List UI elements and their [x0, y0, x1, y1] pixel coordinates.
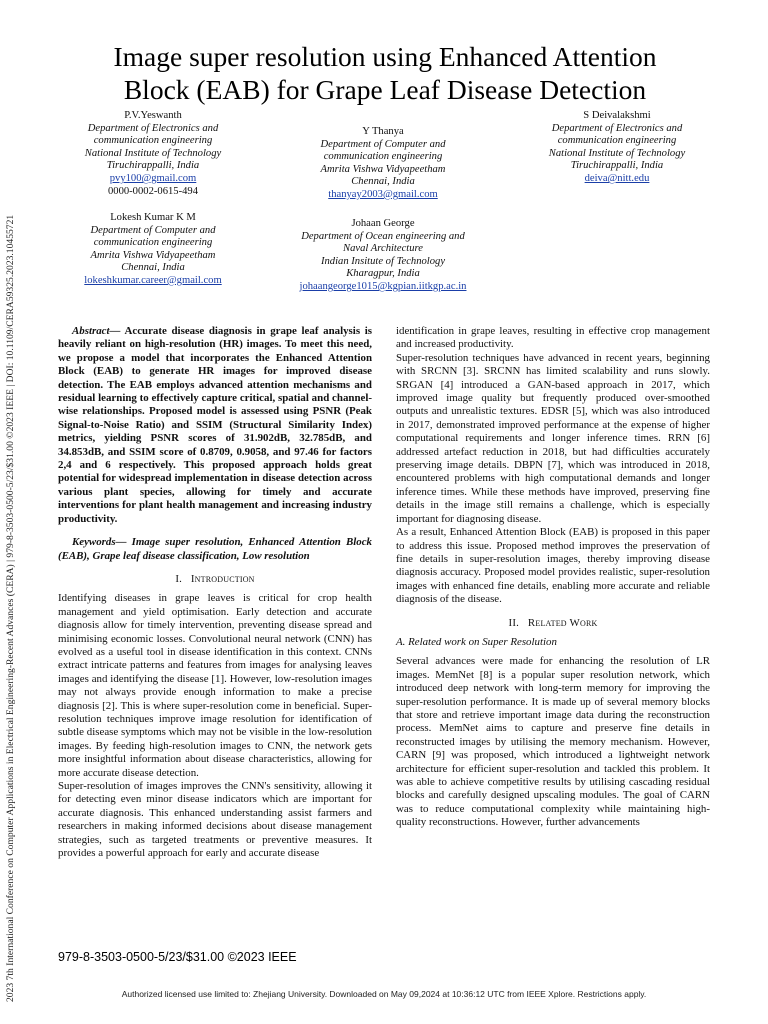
author-affiliation-line: Tiruchirappalli, India — [570, 160, 664, 172]
paper-title — [40, 40, 730, 106]
intro-paragraph-3: identification in grape leaves, resulting in effective crop management and increased productivity. — [396, 325, 710, 351]
author-affiliation-line: Chennai, India — [121, 262, 185, 274]
author-affiliation-line: National Institute of Technology — [84, 147, 222, 159]
intro-paragraph-4: Super-resolution techniques have advanced in recent years, beginning with SRCNN [3]. SRCNN has limited scalability and runs slowly. SRGAN [4] introduced a GAN-based approach in 2017, which improved image quality but frequently produced over-smoothed outputs and unrealistic textures. EDSR [5], which was also introduced in 2017, demonstrated improved performance at the expense of higher computational requirements and longer inference times. RRN [6] addressed artefact reduction in 2018, but had difficulties accurately preserving image details. DBPN [7], which was introduced in 2018, encountered problems with high computational demands and longer inference times. While these methods have improved, preserving fine details in the image still remains a challenge, which is especially important for diagnosing disease. — [396, 351, 710, 525]
abstract-text: Accurate disease diagnosis in grape leaf analysis is heavily reliant on high-resolution (HR) images. To meet this need, we propose a model that incorporates the Enhanced Attention Block (EAB) to generate HR images for improved disease detection. The EAB employs advanced attention mechanisms and residual learning to effectively capture critical, spatial and channel-wise relationships. Proposed model is assessed using PSNR (Peak Signal-to-Noise Ratio) and SSIM (Structural Similarity Index) metrics, yielding PSNR scores of 31.902dB, 32.785dB, and 34.853dB, and SSIM score of 0.8709, 0.9058, and 97.46 for factors 2,4 and 6 respectively. This proposed approach holds great potential for widespread implementation in disease detection across various plant species, allowing for timely and accurate interventions for plant health management and increasing industry productivity. — [58, 325, 372, 525]
section-number: II. — [508, 616, 520, 629]
left-column — [58, 325, 372, 860]
author-name: Johaan George — [351, 218, 415, 229]
abstract — [58, 325, 372, 526]
author-affiliation-line: communication engineering — [323, 151, 443, 163]
title-line-1: Image super resolution using Enhanced Attention — [113, 41, 657, 72]
author-email-link[interactable]: lokeshkumar.career@gmail.com — [84, 274, 222, 286]
author-block-1 — [58, 110, 248, 198]
author-affiliation-line: Indian Insitute of Technology — [320, 255, 446, 267]
author-block-2 — [288, 126, 478, 202]
right-column — [396, 325, 710, 830]
section-heading-introduction — [58, 573, 372, 586]
author-affiliation-line: Department of Computer and — [90, 224, 216, 236]
author-block-3 — [522, 110, 712, 186]
author-name: Y Thanya — [362, 126, 404, 137]
author-orcid: 0000-0002-0615-494 — [107, 185, 199, 197]
author-affiliation-line: Kharagpur, India — [346, 268, 420, 280]
author-affiliation-line: Department of Computer and — [320, 138, 446, 150]
subsection-heading: A. Related work on Super Resolution — [396, 635, 557, 648]
author-name: P.V.Yeswanth — [124, 110, 182, 121]
copyright-code: 979-8-3503-0500-5/23/$31.00 ©2023 IEEE — [58, 950, 297, 964]
author-block-4 — [58, 212, 248, 288]
section-title: Related Work — [527, 616, 598, 629]
author-affiliation-line: Chennai, India — [351, 176, 415, 188]
author-affiliation-line: Department of Electronics and — [551, 122, 683, 134]
author-name: Lokesh Kumar K M — [110, 212, 196, 223]
author-email-link[interactable]: thanyay2003@gmail.com — [328, 188, 438, 200]
side-doi-note: 2023 7th International Conference on Computer Applications in Electrical Engineering-Recent Advances (CERA) | 979-8-3503-0500-5/23/$31.00 ©2023 IEEE | DOI: 10.1109/CERA59325.2023.10455721 — [5, 214, 16, 1002]
author-affiliation-line: Tiruchirappalli, India — [106, 160, 200, 172]
intro-paragraph-2: Super-resolution of images improves the CNN's sensitivity, allowing it for detecting even minor disease indicators which are important for accurate diagnosis. This enhanced understanding assist farmers and researchers in making informed decisions about disease management strategies, such as targeted treatments or preventive measures. It provides a powerful approach for early and accurate disease — [58, 780, 372, 860]
author-affiliation-line: Department of Electronics and — [87, 122, 219, 134]
author-affiliation-line: National Institute of Technology — [548, 147, 686, 159]
section-number: I. — [175, 572, 183, 585]
license-notice: Authorized licensed use limited to: Zhejiang University. Downloaded on May 09,2024 at 10:36:12 UTC from IEEE Xplore. Restrictions apply. — [121, 989, 647, 999]
section-heading-related-work — [396, 617, 710, 630]
author-email-link[interactable]: deiva@nitt.edu — [584, 172, 650, 184]
author-email-link[interactable]: johaangeorge1015@kgpian.iitkgp.ac.in — [299, 280, 467, 292]
related-work-paragraph: Several advances were made for enhancing the resolution of LR images. MemNet [8] is a popular super resolution network, which introduced deep network with long-term memory for improving the super-resolution performance. It is made up of several memory blocks that store and retrieve important image data during the reconstruction process. MemNet aims to capture and preserve fine details in reconstructed images by utilising the memory mechanism. However, CARN [9] was proposed, which introduced a lightweight network architecture for efficient super-resolution and tackled this problem. It was able to achieve competitive results by utilising cascading residual blocks and carefully designed upscaling modules. The goal of CARN was to reduce computational complexity while maintaining high-quality reconstructions. However, further advancements — [396, 655, 710, 829]
author-affiliation-line: Amrita Vishwa Vidyapeetham — [90, 249, 216, 261]
title-line-2: Block (EAB) for Grape Leaf Disease Detection — [123, 74, 647, 105]
author-affiliation-line: Department of Ocean engineering and — [301, 230, 465, 242]
author-name: S Deivalakshmi — [583, 110, 651, 121]
intro-paragraph-1: Identifying diseases in grape leaves is critical for crop health management and yield optimisation. Early detection and accurate diagnosis allow for timely intervention, preventing disease spread and minimising economic losses. Convolutional neural network (CNN) has evolved as a useful tool in disease identification in this context. CNNs extract intricate patterns and features from images for analysing leaves images and identifying the disease [1]. However, low-resolution images may not always provide enough information to make a precise diagnosis [2]. This is where super-resolution come in beneficial. Super-resolution techniques improve image resolution for identification of subtle disease symptoms which may not be visible in the low-resolution images. By feeding high-resolution images to CNN, the network gets more insightful information about disease characteristics, allowing for more accurate disease detection. — [58, 592, 372, 779]
section-title: Introduction — [190, 572, 255, 585]
author-affiliation-line: communication engineering — [557, 135, 677, 147]
author-affiliation-line: communication engineering — [93, 135, 213, 147]
author-affiliation-line: Amrita Vishwa Vidyapeetham — [320, 163, 446, 175]
author-affiliation-line: Naval Architecture — [343, 243, 423, 255]
author-email-link[interactable]: pvy100@gmail.com — [109, 172, 197, 184]
abstract-lead: Abstract— — [72, 325, 121, 337]
author-affiliation-line: communication engineering — [93, 237, 213, 249]
keywords: Keywords— Image super resolution, Enhanced Attention Block (EAB), Grape leaf disease classification, Low resolution — [58, 536, 372, 562]
author-block-5 — [270, 218, 496, 294]
intro-paragraph-5: As a result, Enhanced Attention Block (EAB) is proposed in this paper to address this issue. Proposed method improves the preservation of fine details in super-resolution images, thereby improving disease diagnosis accuracy. Proposed model provides realistic, super-resolution images with enhanced fine details, enabling more accurate and reliable diagnosis of the disease. — [396, 526, 710, 606]
